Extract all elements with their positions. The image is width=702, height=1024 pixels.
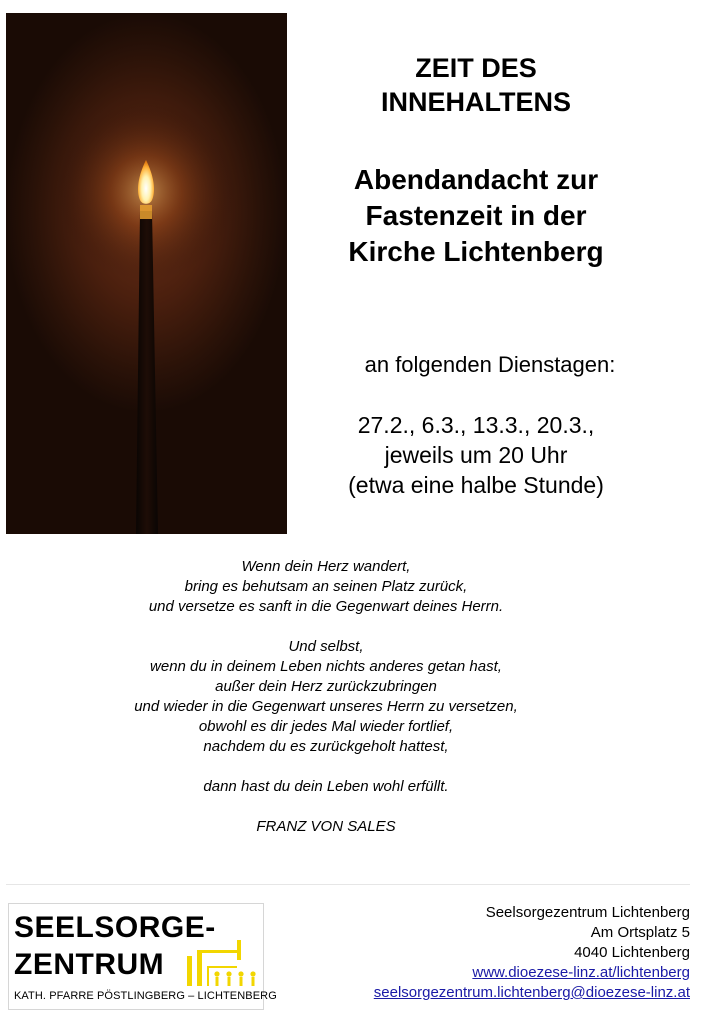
title-line-1: ZEIT DES xyxy=(415,53,537,83)
candle-illustration xyxy=(6,13,287,534)
address-city: 4040 Lichtenberg xyxy=(574,944,690,961)
website-link[interactable]: www.dioezese-linz.at/lichtenberg xyxy=(472,964,690,981)
logo-line-2: ZENTRUM xyxy=(14,948,165,981)
poem-author: FRANZ VON SALES xyxy=(256,818,396,835)
poem-line: wenn du in deinem Leben nichts anderes getan hast, xyxy=(150,658,502,675)
contact-address xyxy=(374,903,690,1003)
page-title xyxy=(300,51,652,119)
schedule-duration: (etwa eine halbe Stunde) xyxy=(348,472,604,498)
schedule-intro: an folgenden Dienstagen: xyxy=(364,352,616,377)
logo-line-1: SEELSORGE- xyxy=(14,911,216,944)
poem-line: dann hast du dein Leben wohl erfüllt. xyxy=(203,778,449,795)
logo-tagline: KATH. PFARRE PÖSTLINGBERG – LICHTENBERG xyxy=(14,990,277,1002)
schedule-dates: 27.2., 6.3., 13.3., 20.3., xyxy=(357,412,595,438)
poem-line: Und selbst, xyxy=(288,638,364,655)
poem-line: außer dein Herz zurückzubringen xyxy=(215,678,437,695)
logo xyxy=(8,903,277,1010)
poem-line: obwohl es dir jedes Mal wieder fortlief, xyxy=(198,718,454,735)
event-title-line-3: Kirche Lichtenberg xyxy=(348,236,604,267)
event-title-line-1: Abendandacht zur xyxy=(353,164,599,195)
schedule-time: jeweils um 20 Uhr xyxy=(384,442,568,468)
title-line-2: INNEHALTENS xyxy=(380,87,571,117)
address-name: Seelsorgezentrum Lichtenberg xyxy=(485,904,690,921)
footer-divider xyxy=(6,884,690,885)
church-logo-icon xyxy=(187,940,263,986)
event-title xyxy=(300,162,652,270)
address-street: Am Ortsplatz 5 xyxy=(590,924,690,941)
poem-line: und versetze es sanft in die Gegenwart deines Herrn. xyxy=(148,598,504,615)
schedule-details xyxy=(300,410,652,500)
poem-line: nachdem du es zurückgeholt hattest, xyxy=(203,738,449,755)
poem-line: und wieder in die Gegenwart unseres Herrn zu versetzen, xyxy=(134,698,518,715)
poem-line: bring es behutsam an seinen Platz zurück, xyxy=(184,578,468,595)
candle-photo xyxy=(6,13,287,534)
poem xyxy=(0,557,652,837)
event-title-line-2: Fastenzeit in der xyxy=(365,200,587,231)
email-link[interactable]: seelsorgezentrum.lichtenberg@dioezese-linz.at xyxy=(373,984,690,1001)
poem-line: Wenn dein Herz wandert, xyxy=(241,558,411,575)
